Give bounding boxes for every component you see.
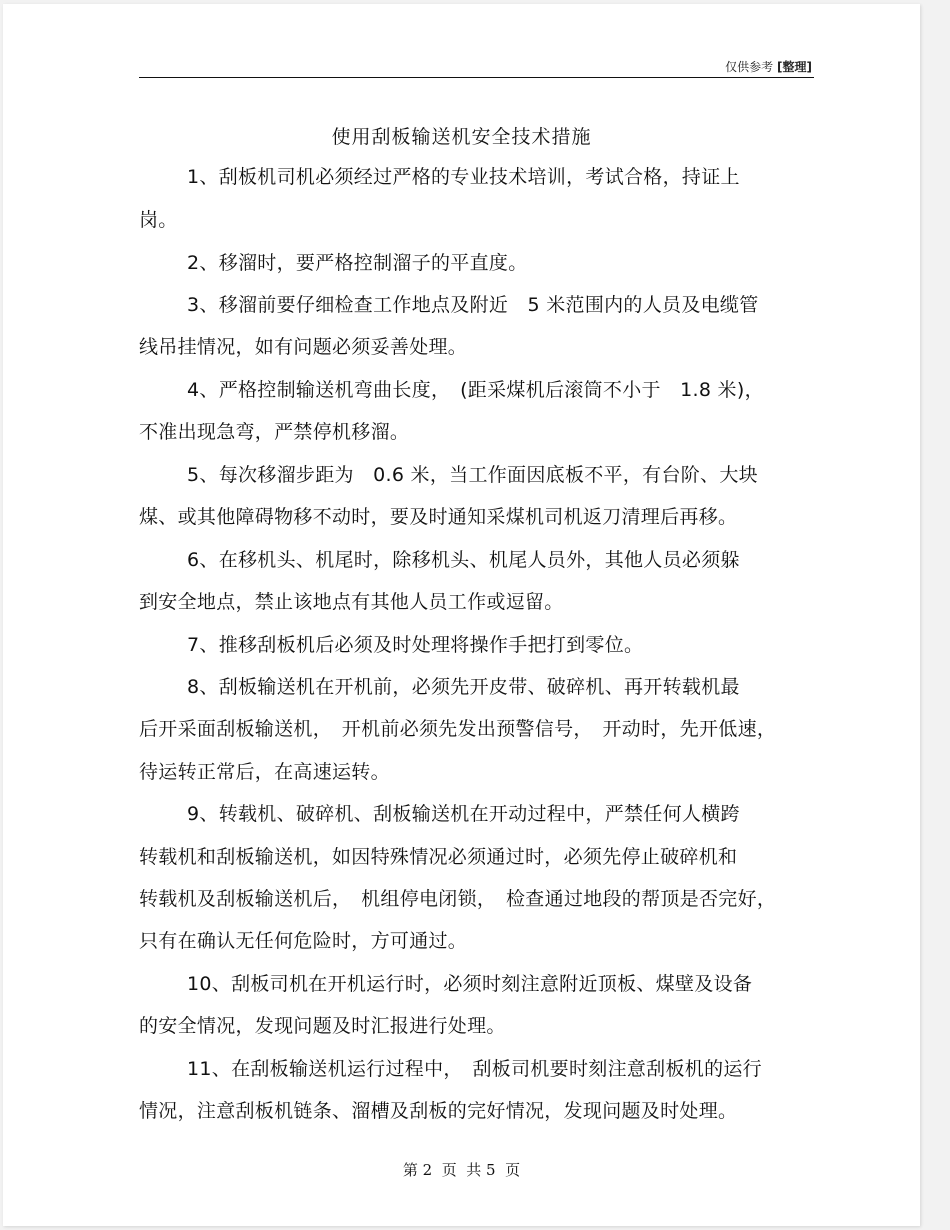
page-number: 第 2 页 共 5 页 bbox=[402, 1161, 521, 1179]
text-line: 线吊挂情况，如有问题必须妥善处理。 bbox=[139, 336, 468, 358]
text-line: 转载机和刮板输送机，如因特殊情况必须通过时，必须先停止破碎机和 bbox=[139, 846, 738, 868]
text-line: 11、在刮板输送机运行过程中， 刮板司机要时刻注意刮板机的运行 bbox=[187, 1058, 762, 1080]
header-note bbox=[725, 58, 812, 75]
text-line: 后开采面刮板输送机， 开机前必须先发出预警信号， 开动时，先开低速， bbox=[139, 718, 777, 740]
text-line: 待运转正常后，在高速运转。 bbox=[139, 761, 390, 783]
text-line: 不准出现急弯，严禁停机移溜。 bbox=[139, 421, 410, 443]
document-page bbox=[3, 4, 920, 1226]
text-line: 10、刮板司机在开机运行时，必须时刻注意附近顶板、煤壁及设备 bbox=[187, 973, 753, 995]
text-line: 9、转载机、破碎机、刮板输送机在开动过程中，严禁任何人横跨 bbox=[187, 803, 740, 825]
text-line: 4、严格控制输送机弯曲长度， (距采煤机后滚筒不小于 1.8 米)， bbox=[187, 379, 764, 401]
text-line: 转载机及刮板输送机后， 机组停电闭锁， 检查通过地段的帮顶是否完好， bbox=[139, 888, 777, 910]
text-line: 只有在确认无任何危险时，方可通过。 bbox=[139, 930, 468, 952]
text-line: 8、刮板输送机在开机前，必须先开皮带、破碎机、再开转载机最 bbox=[187, 676, 740, 698]
text-line: 1、刮板机司机必须经过严格的专业技术培训，考试合格，持证上 bbox=[187, 166, 740, 188]
text-line: 到安全地点，禁止该地点有其他人员工作或逗留。 bbox=[139, 591, 564, 613]
header-rule bbox=[139, 77, 814, 78]
text-line: 5、每次移溜步距为 0.6 米，当工作面因底板不平，有台阶、大块 bbox=[187, 464, 758, 486]
text-line: 3、移溜前要仔细检查工作地点及附近 5 米范围内的人员及电缆管 bbox=[187, 294, 759, 316]
text-line: 6、在移机头、机尾时，除移机头、机尾人员外，其他人员必须躲 bbox=[187, 549, 740, 571]
text-line: 2、移溜时，要严格控制溜子的平直度。 bbox=[187, 252, 528, 274]
text-line: 煤、或其他障碍物移不动时，要及时通知采煤机司机返刀清理后再移。 bbox=[139, 506, 738, 528]
header-note-text: 仅供参考 bbox=[725, 60, 774, 74]
text-line: 7、推移刮板机后必须及时处理将操作手把打到零位。 bbox=[187, 634, 644, 656]
text-line: 情况，注意刮板机链条、溜槽及刮板的完好情况，发现问题及时处理。 bbox=[139, 1100, 738, 1122]
text-line: 的安全情况，发现问题及时汇报进行处理。 bbox=[139, 1015, 506, 1037]
header-tag: [整理] bbox=[777, 60, 812, 74]
document-title: 使用刮板输送机安全技术措施 bbox=[331, 126, 592, 148]
text-line: 岗。 bbox=[139, 209, 178, 231]
